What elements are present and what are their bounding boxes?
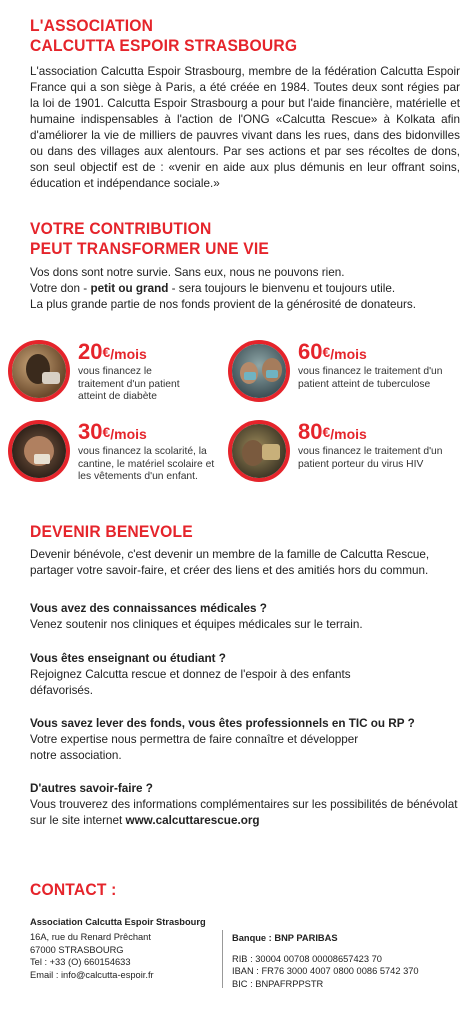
bank-bic: BIC : BNPAFRPPSTR: [232, 978, 324, 989]
donation-description: vous financez le traitement d'un patient atteint de diabète: [78, 366, 180, 402]
benevole-answer-funds: Votre expertise nous permettra de faire connaître et développer notre association.: [30, 733, 359, 762]
benevole-intro: Devenir bénévole, c'est devenir un membre de la famille de Calcutta Rescue, partager votre savoir-faire, et créer des liens et des amitiés hors du commun.: [30, 548, 430, 577]
bank-rib: RIB : 30004 00708 00008657423 70: [232, 953, 382, 964]
donation-photo-tuberculosis: [228, 340, 290, 402]
donation-period: /mois: [110, 426, 147, 442]
contact-phone: Tel : +33 (O) 660154633: [30, 957, 131, 968]
benevole-question-teacher: Vous êtes enseignant ou étudiant ?: [30, 652, 226, 665]
contribution-line2: [30, 281, 460, 297]
contact-divider: [222, 930, 223, 988]
donation-currency: €: [102, 344, 111, 360]
benevole-answer-other: [30, 797, 462, 829]
donation-description: vous financez le traitement d'un patient atteint de tuberculose: [298, 366, 443, 390]
contact-address: [30, 931, 154, 981]
donation-value: 60: [298, 339, 323, 364]
donation-photo-hiv: [228, 420, 290, 482]
contact-organisation: Association Calcutta Espoir Strasbourg: [30, 917, 206, 927]
bank-title: Banque : BNP PARIBAS: [232, 933, 338, 943]
donation-amount: [78, 340, 147, 366]
donation-80: [228, 420, 443, 505]
donation-value: 20: [78, 339, 103, 364]
benevole-title: DEVENIR BENEVOLE: [30, 522, 193, 541]
donation-period: /mois: [330, 346, 367, 362]
contribution-line3: La plus grande partie de nos fonds provient de la générosité de donateurs.: [30, 298, 416, 311]
contribution-line2-start: Votre don -: [30, 282, 91, 295]
association-text: L'association Calcutta Espoir Strasbourg, membre de la fédération Calcutta Espoir France qui a son siège à Paris, a été créée en 1984. Toutes deux sont régies par la loi de 1901. Calcutta Espoir Strasbourg a pour but l'aide financière, matérielle et humaine indispensables à l'action de l'ONG «Calcutta Rescue» à Kolkata afin d'améliorer la vie de milliers de pauvres vivant dans les rues, dans des bidonvilles ou dans des villages aux alentours. Par ses actions et par ses récoltes de dons, son seul objectif est de : «venir en aide aux plus démunis en leur offrant soins, éducation et indépendance sociale.»: [30, 65, 460, 190]
donation-60: [228, 340, 443, 410]
benevole-answer-teacher: Rejoignez Calcutta rescue et donnez de l'espoir à des enfants défavorisés.: [30, 668, 351, 697]
benevole-answer-other-text: Vous trouverez des informations complémentaires sur les possibilités de bénévolat sur le site internet: [30, 798, 458, 827]
donation-period: /mois: [330, 426, 367, 442]
donation-amount: [298, 420, 367, 446]
contribution-line2-end: - sera toujours le bienvenu et toujours utile.: [168, 282, 396, 295]
contact-title: CONTACT :: [30, 880, 117, 899]
contribution-line2-bold: petit ou grand: [90, 282, 169, 295]
association-title-line1: L'ASSOCIATION: [30, 16, 154, 35]
donation-currency: €: [102, 424, 111, 440]
donation-description: vous financez la scolarité, la cantine, le matériel scolaire et les vêtements d'un enfant.: [78, 446, 215, 482]
benevole-question-medical: Vous avez des connaissances médicales ?: [30, 602, 267, 615]
donation-currency: €: [322, 344, 331, 360]
donation-photo-diabetes: [8, 340, 70, 402]
donation-description: vous financez le traitement d'un patient porteur du virus HIV: [298, 446, 443, 470]
contribution-line1: Vos dons sont notre survie. Sans eux, nous ne pouvons rien.: [30, 266, 345, 279]
donation-20: [8, 340, 223, 410]
donation-amount: [298, 340, 367, 366]
address-street: 16A, rue du Renard Prêchant: [30, 932, 151, 942]
donation-currency: €: [322, 424, 331, 440]
bank-details: [232, 932, 419, 990]
benevole-answer-medical: Venez soutenir nos cliniques et équipes médicales sur le terrain.: [30, 618, 363, 631]
association-title-line2: CALCUTTA ESPOIR STRASBOURG: [30, 36, 298, 55]
donation-photo-schooling: [8, 420, 70, 482]
address-city: 67000 STRASBOURG: [30, 944, 124, 955]
donation-amount: [78, 420, 147, 446]
benevole-question-other: D'autres savoir-faire ?: [30, 782, 153, 795]
bank-iban: IBAN : FR76 3000 4007 0800 0086 5742 370: [232, 966, 419, 977]
donation-30: [8, 420, 223, 505]
contribution-title-line2: PEUT TRANSFORMER UNE VIE: [30, 239, 270, 258]
contact-email[interactable]: Email : info@calcutta-espoir.fr: [30, 969, 154, 980]
benevole-question-funds: Vous savez lever des fonds, vous êtes professionnels en TIC ou RP ?: [30, 717, 415, 730]
donation-period: /mois: [110, 346, 147, 362]
donation-value: 30: [78, 419, 103, 444]
contribution-title-line1: VOTRE CONTRIBUTION: [30, 219, 212, 238]
donation-value: 80: [298, 419, 323, 444]
website-link[interactable]: www.calcuttarescue.org: [125, 814, 260, 827]
